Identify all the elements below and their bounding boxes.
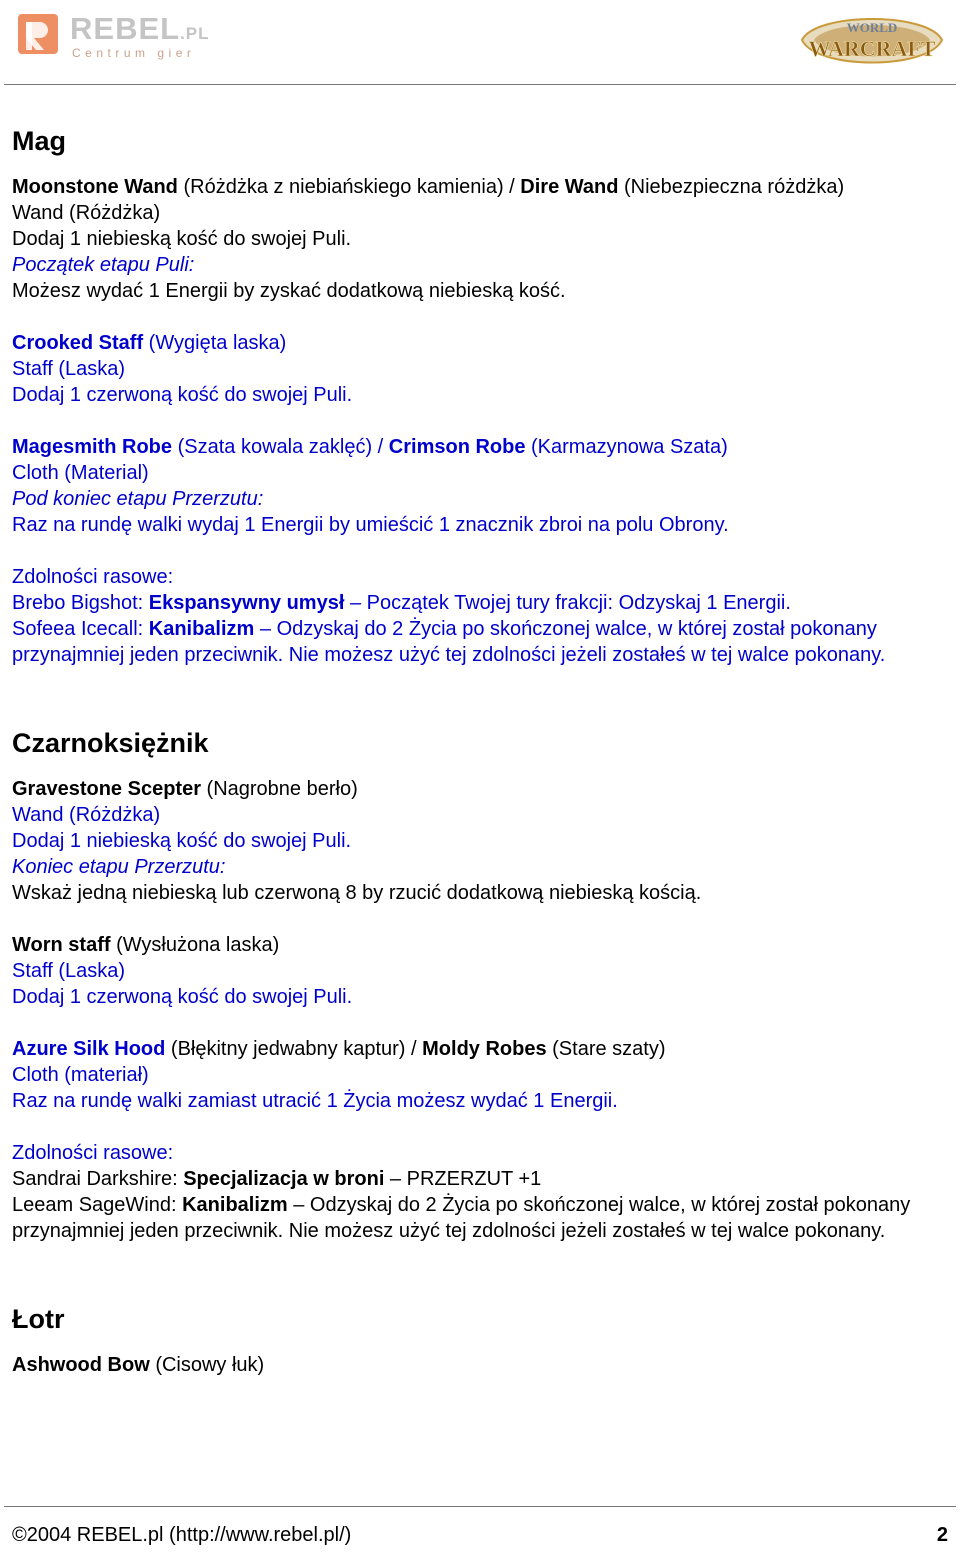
item-effect: Dodaj 1 czerwoną kość do swojej Puli.: [12, 986, 353, 1008]
item-type: Cloth (Material): [12, 462, 149, 484]
item-type: Staff (Laska): [12, 960, 126, 982]
racial-abilities-czarnoksieznik: [12, 1140, 948, 1244]
footer-copyright: ©2004 REBEL.pl (http://www.rebel.pl/): [12, 1524, 352, 1546]
world-of-warcraft-logo: [796, 6, 948, 76]
item-timing: Początek etapu Puli:: [12, 254, 195, 276]
rebel-logo-name: REBEL.PL: [70, 11, 210, 46]
item-moonstone-wand: [12, 174, 948, 304]
item-name-line: Magesmith Robe (Szata kowala zaklęć) / Crimson Robe (Karmazynowa Szata): [12, 436, 728, 458]
item-ability: Raz na rundę walki zamiast utracić 1 Życia możesz wydać 1 Energii.: [12, 1090, 618, 1112]
item-timing: Koniec etapu Przerzutu:: [12, 856, 226, 878]
racial-entry: Sofeea Icecall: Kanibalizm – Odzyskaj do 2 Życia po skończonej walce, w której został pokonany przynajmniej jeden przeciwnik. Nie możesz użyć tej zdolności jeżeli zostałeś w tej walce pokonany.: [12, 618, 886, 666]
racial-entry: Brebo Bigshot: Ekspansywny umysł – Początek Twojej tury frakcji: Odzyskaj 1 Energii.: [12, 592, 791, 614]
section-title-lotr: Łotr: [12, 1304, 65, 1334]
rebel-logo-mark-icon: [16, 10, 62, 58]
item-type: Cloth (materiał): [12, 1064, 149, 1086]
item-crooked-staff: [12, 330, 948, 408]
item-effect: Dodaj 1 czerwoną kość do swojej Puli.: [12, 384, 353, 406]
racial-abilities-mag: [12, 564, 948, 668]
page-footer: [12, 1524, 948, 1554]
item-type: Wand (Różdżka): [12, 804, 161, 826]
wow-logo-line1: WORLD: [846, 20, 898, 35]
item-name-line: Ashwood Bow (Cisowy łuk): [12, 1354, 265, 1376]
item-type: Staff (Laska): [12, 358, 126, 380]
page-header: [0, 0, 960, 86]
item-ability: Wskaż jedną niebieską lub czerwoną 8 by rzucić dodatkową niebieską kością.: [12, 882, 702, 904]
item-name-line: Moonstone Wand (Różdżka z niebiańskiego kamienia) / Dire Wand (Niebezpieczna różdżka): [12, 176, 845, 198]
item-name-line: Gravestone Scepter (Nagrobne berło): [12, 778, 358, 800]
racial-entry: Leeam SageWind: Kanibalizm – Odzyskaj do 2 Życia po skończonej walce, w której został pokonany przynajmniej jeden przeciwnik. Nie możesz użyć tej zdolności jeżeli zostałeś w tej walce pokonany.: [12, 1194, 911, 1242]
item-worn-staff: [12, 932, 948, 1010]
racial-heading: Zdolności rasowe:: [12, 1142, 174, 1164]
item-name-line: Azure Silk Hood (Błękitny jedwabny kaptur) / Moldy Robes (Stare szaty): [12, 1038, 666, 1060]
item-azure-silk-hood: [12, 1036, 948, 1114]
item-name-line: Crooked Staff (Wygięta laska): [12, 332, 287, 354]
racial-entry: Sandrai Darkshire: Specjalizacja w broni – PRZERZUT +1: [12, 1168, 542, 1190]
section-title-czarnoksieznik: Czarnoksiężnik: [12, 728, 209, 758]
footer-rule: [4, 1506, 956, 1507]
item-gravestone-scepter: [12, 776, 948, 906]
item-ability: Możesz wydać 1 Energii by zyskać dodatkową niebieską kość.: [12, 280, 566, 302]
item-magesmith-robe: [12, 434, 948, 538]
header-rule: [4, 84, 956, 85]
item-name-line: Worn staff (Wysłużona laska): [12, 934, 280, 956]
item-effect: Dodaj 1 niebieską kość do swojej Puli.: [12, 830, 352, 852]
rebel-logo: [14, 6, 210, 66]
wow-logo-line2: WARCRAFT: [808, 36, 936, 61]
item-timing: Pod koniec etapu Przerzutu:: [12, 488, 264, 510]
document-body: [12, 118, 948, 1378]
page-number: 2: [936, 1524, 948, 1546]
rebel-logo-tagline: Centrum gier: [72, 46, 196, 60]
item-ashwood-bow: [12, 1352, 948, 1378]
item-type: Wand (Różdżka): [12, 202, 161, 224]
racial-heading: Zdolności rasowe:: [12, 566, 174, 588]
item-effect: Dodaj 1 niebieską kość do swojej Puli.: [12, 228, 352, 250]
section-title-mag: Mag: [12, 126, 66, 156]
item-ability: Raz na rundę walki wydaj 1 Energii by umieścić 1 znacznik zbroi na polu Obrony.: [12, 514, 729, 536]
